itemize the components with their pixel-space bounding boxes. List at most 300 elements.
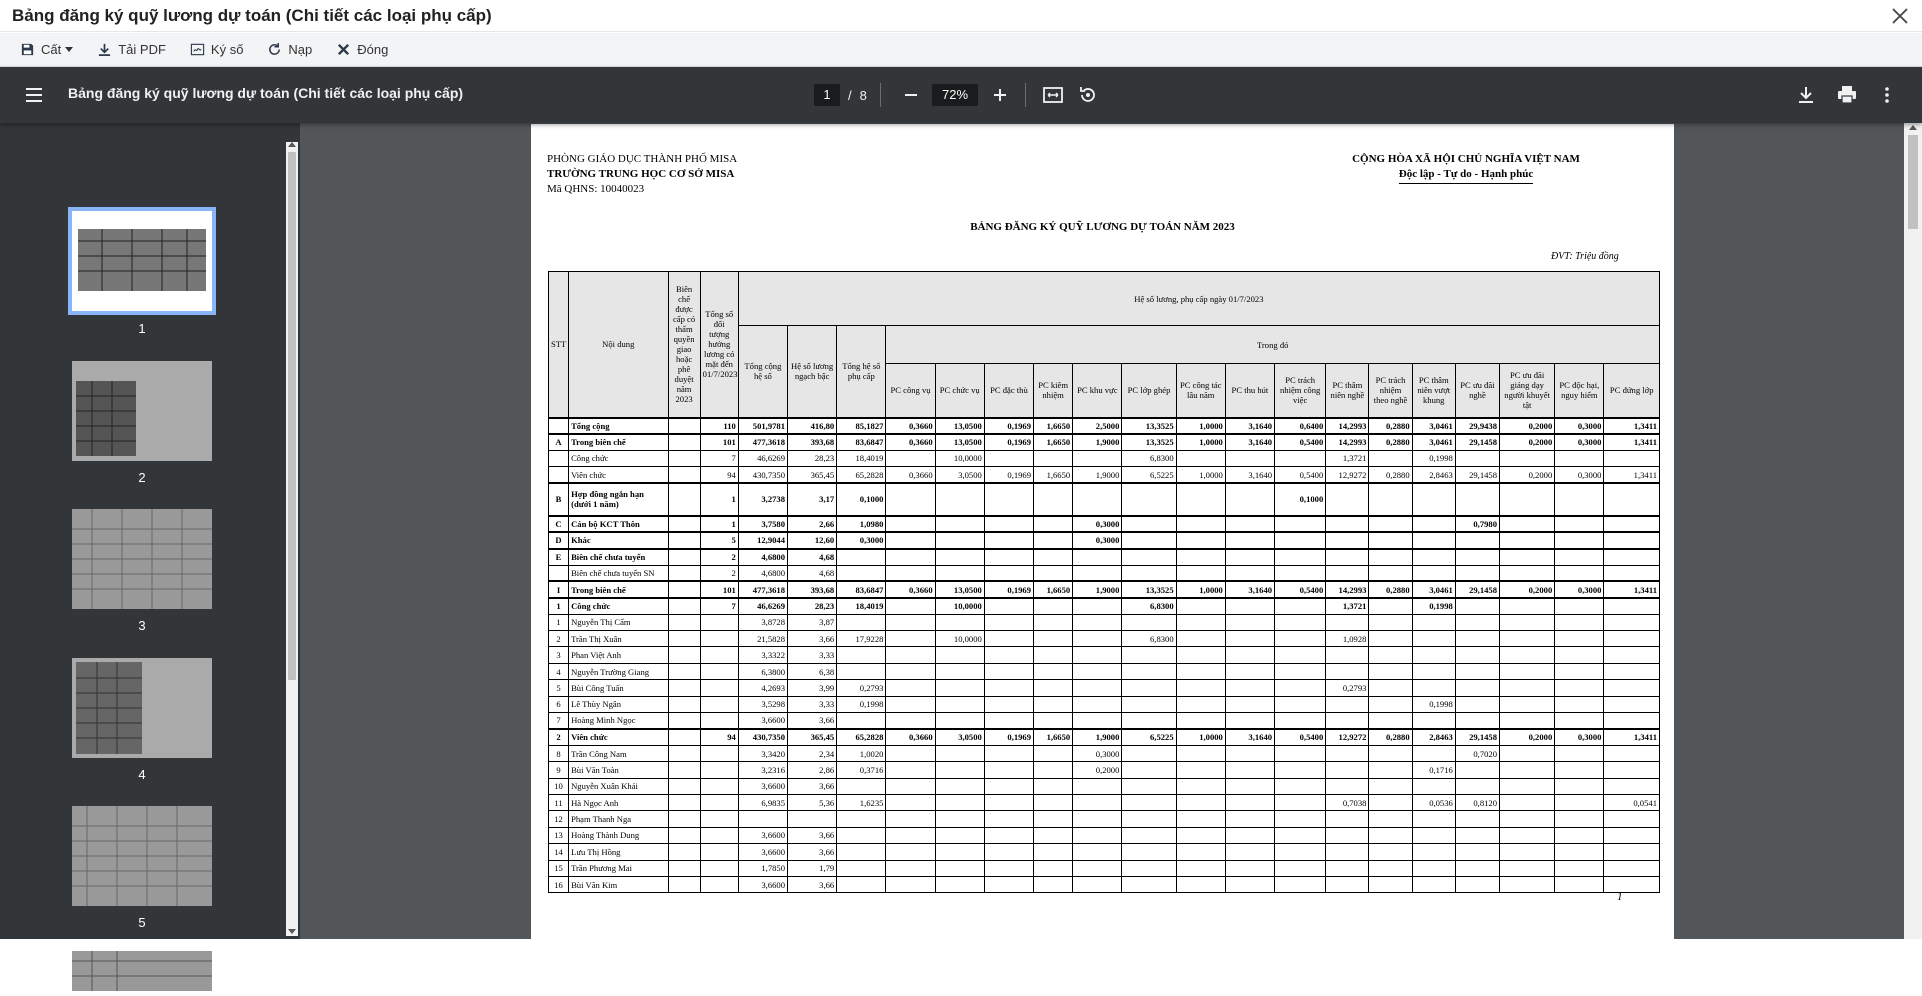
- table-cell: [700, 631, 738, 647]
- table-cell: [1034, 631, 1073, 647]
- table-cell: [1604, 663, 1660, 679]
- table-cell: [1455, 565, 1499, 581]
- table-cell: 3,6600: [738, 876, 787, 892]
- table-cell: [886, 565, 935, 581]
- salary-table: [548, 271, 1660, 893]
- table-cell: [1176, 614, 1225, 630]
- table-cell: 1: [700, 483, 738, 516]
- table-cell: [1275, 598, 1326, 614]
- pdf-page: [531, 124, 1674, 939]
- table-cell: [668, 762, 700, 778]
- table-row: [549, 745, 1660, 761]
- table-cell: 1,3721: [1326, 598, 1369, 614]
- table-cell: [984, 516, 1033, 532]
- header-coefficients: Hệ số lương, phụ cấp ngày 01/7/2023: [738, 272, 1659, 326]
- table-row: [549, 549, 1660, 565]
- table-cell: [1500, 565, 1555, 581]
- table-cell: 2,34: [788, 745, 837, 761]
- header-stt: STT: [549, 272, 569, 418]
- table-cell: E: [549, 549, 569, 565]
- table-cell: [935, 565, 984, 581]
- table-cell: [984, 483, 1033, 516]
- table-cell: [1034, 696, 1073, 712]
- table-cell: Khác: [569, 532, 668, 548]
- save-button[interactable]: [10, 36, 83, 64]
- table-cell: [1455, 811, 1499, 827]
- scroll-up-arrow-icon[interactable]: [1909, 125, 1917, 130]
- table-cell: [1225, 762, 1274, 778]
- table-cell: 6,8300: [1122, 631, 1176, 647]
- reload-button[interactable]: [257, 36, 322, 64]
- table-cell: [1034, 532, 1073, 548]
- table-cell: [1073, 614, 1122, 630]
- table-cell: [700, 876, 738, 892]
- table-cell: [1275, 844, 1326, 860]
- table-cell: [1225, 844, 1274, 860]
- header-allowance: PC ưu đãi nghề: [1455, 364, 1499, 418]
- table-cell: [1275, 549, 1326, 565]
- table-cell: [1412, 745, 1455, 761]
- sidebar-scrollbar[interactable]: [286, 142, 298, 936]
- table-cell: 393,68: [788, 434, 837, 450]
- page-number-input[interactable]: 1: [814, 84, 840, 106]
- table-cell: 0,3660: [886, 581, 935, 597]
- table-cell: [1412, 631, 1455, 647]
- table-cell: [1176, 844, 1225, 860]
- table-cell: 5: [700, 532, 738, 548]
- menu-icon[interactable]: [24, 85, 44, 105]
- table-cell: [1176, 450, 1225, 466]
- table-cell: [1073, 598, 1122, 614]
- table-cell: 0,3000: [1555, 729, 1604, 745]
- page-thumbnail-image: [72, 658, 212, 758]
- thumbnail-label: 4: [138, 767, 146, 782]
- table-cell: [1369, 647, 1412, 663]
- table-cell: 3,1640: [1225, 581, 1274, 597]
- table-cell: [1122, 876, 1176, 892]
- table-cell: 3,2316: [738, 762, 787, 778]
- table-cell: [935, 844, 984, 860]
- table-cell: 0,1969: [984, 434, 1033, 450]
- table-cell: 9: [549, 762, 569, 778]
- page-thumbnail-image: [72, 361, 212, 461]
- table-cell: [984, 680, 1033, 696]
- table-cell: 0,1969: [984, 581, 1033, 597]
- table-cell: [984, 762, 1033, 778]
- table-cell: 17,9228: [837, 631, 886, 647]
- page-thumbnail-image: [72, 211, 212, 311]
- header-sub: Tổng cộng hệ số: [738, 326, 787, 418]
- thumbnail-page[interactable]: [72, 361, 212, 461]
- table-cell: 365,45: [788, 729, 837, 745]
- table-cell: [1500, 795, 1555, 811]
- table-cell: 83,6847: [837, 434, 886, 450]
- print-icon[interactable]: [1836, 84, 1858, 106]
- table-cell: [1275, 827, 1326, 843]
- table-cell: [1555, 663, 1604, 679]
- table-row: [549, 795, 1660, 811]
- table-cell: [1369, 696, 1412, 712]
- scrollbar-thumb[interactable]: [1908, 135, 1918, 229]
- table-cell: 0,3000: [1073, 745, 1122, 761]
- table-cell: [1412, 713, 1455, 729]
- table-cell: 12,9272: [1326, 729, 1369, 745]
- table-cell: 0,5400: [1275, 729, 1326, 745]
- table-cell: 1,3411: [1604, 581, 1660, 597]
- header-allowance: PC công tác lâu năm: [1176, 364, 1225, 418]
- table-cell: [1122, 532, 1176, 548]
- refresh-icon: [267, 42, 282, 57]
- org-header: [547, 152, 737, 197]
- table-cell: [1275, 516, 1326, 532]
- table-cell: [886, 762, 935, 778]
- table-cell: 0,3660: [886, 418, 935, 434]
- table-cell: [1034, 647, 1073, 663]
- table-cell: 1,9000: [1073, 467, 1122, 483]
- table-cell: [1555, 483, 1604, 516]
- table-cell: [1073, 680, 1122, 696]
- table-cell: Công chức: [569, 450, 668, 466]
- header-allowance: PC đặc thù: [984, 364, 1033, 418]
- table-cell: [700, 795, 738, 811]
- table-cell: [1326, 532, 1369, 548]
- download-icon[interactable]: [1795, 84, 1817, 106]
- table-cell: [1455, 598, 1499, 614]
- table-cell: 6,5225: [1122, 729, 1176, 745]
- table-cell: 3,66: [788, 844, 837, 860]
- table-cell: [1176, 745, 1225, 761]
- table-cell: 1,9000: [1073, 729, 1122, 745]
- header-total-people: Tổng số đối tượng hưởng lương có mặt đến 01/7/2023: [700, 272, 738, 418]
- table-cell: [984, 778, 1033, 794]
- table-cell: 1,3411: [1604, 418, 1660, 434]
- table-cell: 0,3000: [1073, 532, 1122, 548]
- table-cell: [1326, 844, 1369, 860]
- table-cell: 0,2000: [1073, 762, 1122, 778]
- table-row: [549, 811, 1660, 827]
- table-cell: [1176, 549, 1225, 565]
- table-cell: [1326, 483, 1369, 516]
- close-icon[interactable]: [1888, 4, 1912, 28]
- table-cell: 3,6600: [738, 713, 787, 729]
- table-cell: [668, 418, 700, 434]
- table-cell: [886, 532, 935, 548]
- header-allowance: PC thâm niên vượt khung: [1412, 364, 1455, 418]
- table-cell: 10: [549, 778, 569, 794]
- table-row: [549, 729, 1660, 745]
- header-allowance: PC độc hại, nguy hiểm: [1555, 364, 1604, 418]
- table-cell: [984, 827, 1033, 843]
- header-allowance: PC trách nhiệm theo nghề: [1369, 364, 1412, 418]
- download-pdf-button[interactable]: [87, 36, 176, 64]
- table-cell: [1369, 614, 1412, 630]
- table-cell: [1275, 565, 1326, 581]
- table-cell: [668, 745, 700, 761]
- rotate-icon[interactable]: [1077, 84, 1099, 106]
- table-cell: [1412, 680, 1455, 696]
- table-cell: [1455, 696, 1499, 712]
- table-cell: [738, 811, 787, 827]
- table-cell: [1369, 483, 1412, 516]
- table-cell: [549, 467, 569, 483]
- thumbnail-label: 3: [138, 618, 146, 633]
- table-cell: 3,1640: [1225, 729, 1274, 745]
- table-cell: [1176, 647, 1225, 663]
- table-cell: [886, 549, 935, 565]
- table-cell: [668, 516, 700, 532]
- table-cell: [1275, 860, 1326, 876]
- table-cell: [1369, 598, 1412, 614]
- table-cell: [1369, 680, 1412, 696]
- table-cell: [837, 549, 886, 565]
- sign-button[interactable]: [180, 36, 254, 64]
- table-cell: [837, 565, 886, 581]
- table-cell: [668, 434, 700, 450]
- table-cell: 18,4019: [837, 450, 886, 466]
- table-cell: [1326, 811, 1369, 827]
- table-cell: [1604, 827, 1660, 843]
- table-cell: 65,2828: [837, 467, 886, 483]
- table-cell: [668, 631, 700, 647]
- table-cell: [1500, 549, 1555, 565]
- table-cell: [1176, 762, 1225, 778]
- table-cell: 0,7980: [1455, 516, 1499, 532]
- thumbnail-page[interactable]: [72, 658, 212, 758]
- table-cell: Viên chức: [569, 467, 668, 483]
- page-indicator: [814, 84, 867, 106]
- table-cell: [1176, 713, 1225, 729]
- table-cell: 0,1716: [1412, 762, 1455, 778]
- table-cell: [1122, 713, 1176, 729]
- table-cell: 29,9438: [1455, 418, 1499, 434]
- table-cell: 430,7350: [738, 729, 787, 745]
- table-cell: [837, 860, 886, 876]
- table-cell: [1500, 532, 1555, 548]
- table-cell: [1369, 532, 1412, 548]
- table-cell: [1122, 860, 1176, 876]
- zoom-out-icon[interactable]: [900, 84, 922, 106]
- table-cell: [549, 450, 569, 466]
- table-cell: [1225, 745, 1274, 761]
- table-cell: 0,2000: [1500, 729, 1555, 745]
- table-cell: 6: [549, 696, 569, 712]
- table-cell: 6,38: [788, 663, 837, 679]
- thumbnail-page[interactable]: [72, 211, 212, 311]
- table-cell: 15: [549, 860, 569, 876]
- table-cell: 7: [700, 450, 738, 466]
- table-cell: [1275, 811, 1326, 827]
- table-cell: [1369, 631, 1412, 647]
- table-cell: 3,66: [788, 713, 837, 729]
- unit-label: ĐVT: Triệu đồng: [1551, 251, 1619, 262]
- table-cell: [1326, 516, 1369, 532]
- table-cell: [1604, 483, 1660, 516]
- table-cell: [1034, 614, 1073, 630]
- table-cell: [1122, 762, 1176, 778]
- table-cell: 2,66: [788, 516, 837, 532]
- table-cell: [984, 663, 1033, 679]
- table-cell: [1369, 778, 1412, 794]
- table-cell: [1604, 811, 1660, 827]
- table-cell: 0,2880: [1369, 581, 1412, 597]
- table-cell: [1500, 745, 1555, 761]
- header-allowance: PC ưu đãi giảng dạy người khuyết tật: [1500, 364, 1555, 418]
- table-cell: [1034, 663, 1073, 679]
- table-cell: 0,3716: [837, 762, 886, 778]
- close-label: Đóng: [357, 42, 389, 57]
- table-cell: 1,0000: [1176, 581, 1225, 597]
- table-cell: [1455, 549, 1499, 565]
- table-cell: [886, 483, 935, 516]
- table-cell: [1604, 549, 1660, 565]
- table-cell: 0,2000: [1500, 581, 1555, 597]
- table-cell: [1604, 614, 1660, 630]
- table-cell: [1122, 827, 1176, 843]
- table-cell: 6,9835: [738, 795, 787, 811]
- table-cell: [1604, 680, 1660, 696]
- table-cell: [1455, 778, 1499, 794]
- table-cell: [1073, 696, 1122, 712]
- table-cell: 85,1827: [837, 418, 886, 434]
- table-cell: [1500, 844, 1555, 860]
- table-cell: 1: [549, 614, 569, 630]
- table-cell: [668, 483, 700, 516]
- table-cell: 16: [549, 876, 569, 892]
- table-cell: [1176, 663, 1225, 679]
- table-cell: 3,0461: [1412, 581, 1455, 597]
- table-cell: Phan Việt Anh: [569, 647, 668, 663]
- table-cell: [1555, 713, 1604, 729]
- org-department: PHÒNG GIÁO DỤC THÀNH PHỐ MISA: [547, 153, 738, 165]
- table-cell: [1176, 860, 1225, 876]
- table-cell: 0,2880: [1369, 467, 1412, 483]
- table-cell: [1122, 614, 1176, 630]
- table-cell: [1073, 631, 1122, 647]
- table-cell: Hà Ngọc Anh: [569, 795, 668, 811]
- table-cell: [668, 614, 700, 630]
- table-cell: 3,66: [788, 876, 837, 892]
- table-cell: [886, 631, 935, 647]
- table-cell: 0,3660: [886, 467, 935, 483]
- table-cell: [837, 844, 886, 860]
- table-cell: [1555, 827, 1604, 843]
- table-cell: 0,1969: [984, 418, 1033, 434]
- table-cell: [1604, 713, 1660, 729]
- table-cell: [1555, 631, 1604, 647]
- table-cell: 101: [700, 434, 738, 450]
- more-vert-icon[interactable]: [1876, 84, 1898, 106]
- table-cell: 0,1969: [984, 729, 1033, 745]
- table-cell: [1455, 762, 1499, 778]
- table-cell: [1555, 876, 1604, 892]
- main-scrollbar[interactable]: [1904, 123, 1922, 939]
- table-cell: [1275, 762, 1326, 778]
- table-cell: [1555, 516, 1604, 532]
- table-cell: [1455, 713, 1499, 729]
- table-cell: 3,87: [788, 614, 837, 630]
- table-cell: [700, 860, 738, 876]
- table-cell: [1604, 647, 1660, 663]
- table-cell: 0,1998: [1412, 598, 1455, 614]
- chevron-down-icon[interactable]: [65, 47, 73, 52]
- table-cell: [1500, 696, 1555, 712]
- scroll-up-arrow-icon[interactable]: [288, 142, 296, 147]
- zoom-input[interactable]: 72%: [932, 84, 978, 106]
- table-cell: [1225, 647, 1274, 663]
- table-cell: [1604, 745, 1660, 761]
- table-cell: 0,2000: [1500, 434, 1555, 450]
- table-cell: [1369, 795, 1412, 811]
- table-cell: 83,6847: [837, 581, 886, 597]
- header-allowance: PC công vụ: [886, 364, 935, 418]
- table-cell: [886, 876, 935, 892]
- table-cell: Lê Thùy Ngân: [569, 696, 668, 712]
- table-cell: [1275, 876, 1326, 892]
- table-cell: [700, 778, 738, 794]
- table-cell: [1225, 532, 1274, 548]
- scrollbar-thumb[interactable]: [288, 152, 296, 680]
- close-button[interactable]: [326, 36, 398, 64]
- table-cell: [935, 745, 984, 761]
- zoom-in-icon[interactable]: [989, 84, 1011, 106]
- table-row: [549, 467, 1660, 483]
- table-cell: [700, 696, 738, 712]
- table-cell: 365,45: [788, 467, 837, 483]
- table-cell: [1555, 647, 1604, 663]
- table-cell: [1176, 811, 1225, 827]
- table-cell: Công chức: [569, 598, 668, 614]
- table-cell: 12,9044: [738, 532, 787, 548]
- table-cell: [1326, 860, 1369, 876]
- thumbnail-page[interactable]: [72, 951, 212, 991]
- table-cell: B: [549, 483, 569, 516]
- table-cell: [1073, 876, 1122, 892]
- table-cell: 2,8463: [1412, 729, 1455, 745]
- table-cell: Hoàng Minh Ngọc: [569, 713, 668, 729]
- table-cell: 28,23: [788, 598, 837, 614]
- table-cell: 6,8300: [1122, 598, 1176, 614]
- table-cell: [935, 532, 984, 548]
- nation-name: CỘNG HÒA XÃ HỘI CHỦ NGHĨA VIỆT NAM: [1352, 153, 1580, 165]
- table-cell: [837, 614, 886, 630]
- table-cell: [1034, 713, 1073, 729]
- table-cell: 1,6650: [1034, 434, 1073, 450]
- table-cell: 7: [700, 598, 738, 614]
- table-cell: [700, 844, 738, 860]
- table-cell: 0,2793: [837, 680, 886, 696]
- table-cell: [1500, 598, 1555, 614]
- table-cell: [1412, 876, 1455, 892]
- table-cell: [1455, 450, 1499, 466]
- table-cell: [1225, 483, 1274, 516]
- table-cell: [1122, 680, 1176, 696]
- table-cell: [1604, 631, 1660, 647]
- table-cell: [1412, 827, 1455, 843]
- table-cell: [1326, 549, 1369, 565]
- table-cell: [1073, 860, 1122, 876]
- scroll-down-arrow-icon[interactable]: [288, 929, 296, 934]
- table-cell: [700, 614, 738, 630]
- table-cell: [1555, 811, 1604, 827]
- table-cell: 0,3660: [886, 729, 935, 745]
- toolbar: [0, 33, 1922, 67]
- table-cell: [668, 467, 700, 483]
- thumbnail-page[interactable]: [72, 806, 212, 906]
- thumbnail-page[interactable]: [72, 509, 212, 609]
- fit-page-icon[interactable]: [1042, 84, 1064, 106]
- table-cell: 0,2793: [1326, 680, 1369, 696]
- table-cell: 4,2693: [738, 680, 787, 696]
